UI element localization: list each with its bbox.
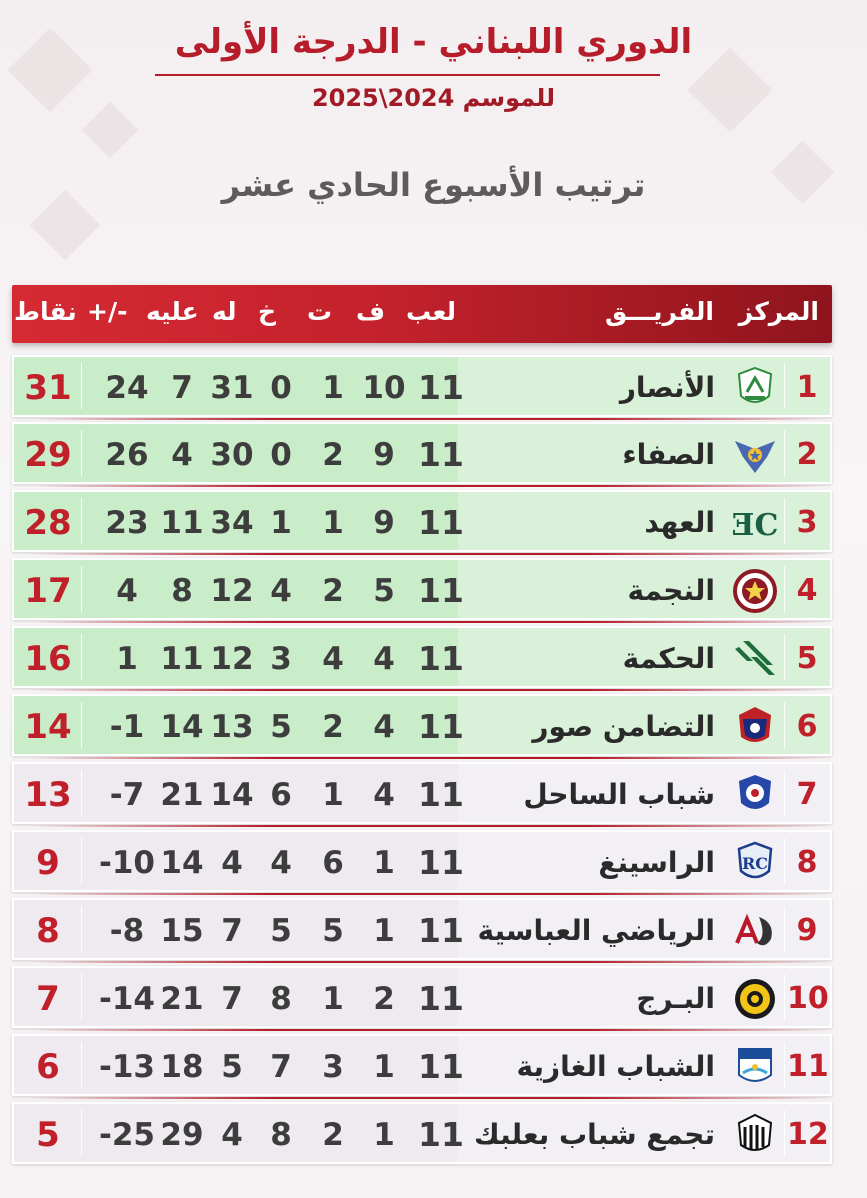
column-divider <box>784 1110 785 1156</box>
lost-value: 5 <box>270 913 292 949</box>
goals-for-value: 7 <box>221 913 243 949</box>
header-goals-for: له <box>212 297 237 326</box>
nejmeh-logo <box>732 568 778 614</box>
played-value: 11 <box>418 1115 464 1154</box>
drawn-value: 1 <box>322 777 344 813</box>
week-title: ترتيب الأسبوع الحادي عشر <box>221 166 646 204</box>
rank-number: 1 <box>796 370 818 405</box>
won-value: 1 <box>373 1117 395 1153</box>
tadamon-baalbek-logo <box>732 1112 778 1158</box>
column-divider <box>81 906 82 952</box>
played-value: 11 <box>418 639 464 678</box>
column-divider <box>81 430 82 476</box>
points-value: 13 <box>24 775 72 815</box>
won-value: 1 <box>373 913 395 949</box>
season-label: للموسم 2024\2025 <box>311 84 556 112</box>
drawn-value: 1 <box>322 981 344 1017</box>
goals-for-value: 12 <box>210 641 254 677</box>
rank-number: 4 <box>796 573 818 608</box>
drawn-value: 5 <box>322 913 344 949</box>
burj-logo <box>732 976 778 1022</box>
goals-against-value: 15 <box>160 913 204 949</box>
rank-number: 3 <box>796 505 818 540</box>
played-value: 11 <box>418 571 464 610</box>
rank-number: 5 <box>796 641 818 676</box>
team-name: الحكمة <box>622 642 715 675</box>
points-value: 8 <box>36 911 60 951</box>
rank-number: 12 <box>787 1117 829 1152</box>
goals-for-value: 7 <box>221 981 243 1017</box>
row-divider-line <box>30 689 830 691</box>
goal-diff-value: -8 <box>109 913 145 949</box>
goals-against-value: 4 <box>171 437 193 473</box>
row-divider-line <box>30 485 830 487</box>
won-value: 4 <box>373 777 395 813</box>
goal-diff-value: -25 <box>98 1117 155 1153</box>
title-underline <box>155 74 660 76</box>
won-value: 2 <box>373 981 395 1017</box>
header-drawn: ت <box>307 297 333 326</box>
hekmeh-logo <box>732 636 778 682</box>
table-row <box>12 1034 832 1096</box>
al-safa-logo <box>732 432 778 478</box>
goals-for-value: 13 <box>210 709 254 745</box>
won-value: 1 <box>373 1049 395 1085</box>
table-row <box>12 830 832 892</box>
points-value: 31 <box>24 368 72 408</box>
drawn-value: 1 <box>322 505 344 541</box>
points-value: 9 <box>36 843 60 883</box>
column-divider <box>784 566 785 612</box>
drawn-value: 2 <box>322 1117 344 1153</box>
riyadi-abbasiyeh-logo <box>732 908 778 954</box>
played-value: 11 <box>418 775 464 814</box>
header-points: نقاط <box>14 297 77 326</box>
racing-logo <box>732 840 778 886</box>
team-name: البـرج <box>636 982 715 1015</box>
team-name: شباب الساحل <box>523 778 715 811</box>
header-goal-diff: +/- <box>87 297 128 326</box>
header-goals-against: عليه <box>146 297 199 326</box>
column-divider <box>784 498 785 544</box>
lost-value: 8 <box>270 981 292 1017</box>
lost-value: 6 <box>270 777 292 813</box>
goals-against-value: 29 <box>160 1117 204 1153</box>
goals-for-value: 5 <box>221 1049 243 1085</box>
team-name: الراسينغ <box>598 846 715 879</box>
header-played: لعب <box>406 297 456 326</box>
points-value: 14 <box>24 707 72 747</box>
lost-value: 1 <box>270 505 292 541</box>
points-value: 28 <box>24 503 72 543</box>
column-divider <box>784 702 785 748</box>
column-divider <box>784 1042 785 1088</box>
svg-text:ƎC: ƎC <box>731 508 779 543</box>
won-value: 4 <box>373 709 395 745</box>
goals-against-value: 11 <box>160 505 204 541</box>
drawn-value: 3 <box>322 1049 344 1085</box>
column-divider <box>784 770 785 816</box>
goal-diff-value: -7 <box>109 777 145 813</box>
column-divider <box>81 702 82 748</box>
team-name: النجمة <box>627 574 715 607</box>
points-value: 29 <box>24 435 72 475</box>
drawn-value: 1 <box>322 370 344 406</box>
drawn-value: 2 <box>322 437 344 473</box>
team-name: الشباب الغازية <box>516 1050 715 1083</box>
goal-diff-value: 24 <box>105 370 149 406</box>
column-divider <box>81 498 82 544</box>
played-value: 11 <box>418 843 464 882</box>
row-divider-line <box>30 961 830 963</box>
played-value: 11 <box>418 979 464 1018</box>
lost-value: 7 <box>270 1049 292 1085</box>
points-value: 16 <box>24 639 72 679</box>
row-divider-line <box>30 621 830 623</box>
drawn-value: 6 <box>322 845 344 881</box>
goals-against-value: 14 <box>160 845 204 881</box>
column-divider <box>784 363 785 409</box>
goal-diff-value: -1 <box>109 709 145 745</box>
lost-value: 4 <box>270 573 292 609</box>
rank-number: 10 <box>787 981 829 1016</box>
played-value: 11 <box>418 368 464 407</box>
tadamon-sour-logo <box>732 704 778 750</box>
goals-against-value: 14 <box>160 709 204 745</box>
table-row <box>12 355 832 417</box>
team-name: الرياضي العباسية <box>477 914 715 947</box>
column-divider <box>784 906 785 952</box>
header-won: ف <box>356 297 386 326</box>
team-name: تجمع شباب بعلبك <box>474 1118 715 1151</box>
league-title: الدوري اللبناني - الدرجة الأولى <box>174 22 693 62</box>
rank-number: 7 <box>796 777 818 812</box>
column-divider <box>81 838 82 884</box>
table-row <box>12 966 832 1028</box>
table-row <box>12 558 832 620</box>
won-value: 9 <box>373 505 395 541</box>
rank-number: 11 <box>787 1049 829 1084</box>
table-row <box>12 422 832 484</box>
goal-diff-value: -10 <box>98 845 155 881</box>
row-divider-line <box>30 825 830 827</box>
goals-for-value: 12 <box>210 573 254 609</box>
al-ahed-logo <box>732 500 778 546</box>
points-value: 6 <box>36 1047 60 1087</box>
lost-value: 0 <box>270 437 292 473</box>
team-name: التضامن صور <box>532 710 715 743</box>
shabab-sahel-logo <box>732 772 778 818</box>
table-row <box>12 898 832 960</box>
column-divider <box>81 634 82 680</box>
team-name: العهد <box>644 506 715 539</box>
goal-diff-value: -14 <box>98 981 155 1017</box>
lost-value: 8 <box>270 1117 292 1153</box>
column-divider <box>81 363 82 409</box>
row-divider-line <box>30 418 830 420</box>
row-divider-line <box>30 893 830 895</box>
row-divider-line <box>30 553 830 555</box>
row-divider-line <box>30 757 830 759</box>
row-divider-line <box>30 1097 830 1099</box>
won-value: 10 <box>362 370 406 406</box>
al-ansar-logo <box>732 365 778 411</box>
lost-value: 0 <box>270 370 292 406</box>
rank-number: 6 <box>796 709 818 744</box>
table-row <box>12 490 832 552</box>
goals-for-value: 4 <box>221 845 243 881</box>
lost-value: 3 <box>270 641 292 677</box>
column-divider <box>81 770 82 816</box>
svg-text:RC: RC <box>741 854 769 873</box>
column-divider <box>81 566 82 612</box>
goal-diff-value: 26 <box>105 437 149 473</box>
won-value: 9 <box>373 437 395 473</box>
rank-number: 9 <box>796 913 818 948</box>
won-value: 1 <box>373 845 395 881</box>
played-value: 11 <box>418 707 464 746</box>
goals-against-value: 11 <box>160 641 204 677</box>
goal-diff-value: -13 <box>98 1049 155 1085</box>
goals-against-value: 7 <box>171 370 193 406</box>
header-rank: المركز <box>738 297 819 326</box>
goals-for-value: 30 <box>210 437 254 473</box>
column-divider <box>784 634 785 680</box>
lost-value: 4 <box>270 845 292 881</box>
drawn-value: 2 <box>322 709 344 745</box>
rank-number: 2 <box>796 437 818 472</box>
column-divider <box>81 1042 82 1088</box>
goals-against-value: 18 <box>160 1049 204 1085</box>
goal-diff-value: 4 <box>116 573 138 609</box>
header-lost: خ <box>258 297 277 326</box>
drawn-value: 2 <box>322 573 344 609</box>
column-divider <box>81 1110 82 1156</box>
won-value: 5 <box>373 573 395 609</box>
column-divider <box>784 838 785 884</box>
goals-against-value: 21 <box>160 777 204 813</box>
won-value: 4 <box>373 641 395 677</box>
goals-for-value: 4 <box>221 1117 243 1153</box>
goals-against-value: 8 <box>171 573 193 609</box>
played-value: 11 <box>418 503 464 542</box>
table-row <box>12 762 832 824</box>
team-name: الصفاء <box>622 438 715 471</box>
drawn-value: 4 <box>322 641 344 677</box>
played-value: 11 <box>418 1047 464 1086</box>
row-divider-line <box>30 1029 830 1031</box>
table-row <box>12 626 832 688</box>
team-name: الأنصار <box>619 371 715 404</box>
rank-number: 8 <box>796 845 818 880</box>
goals-for-value: 31 <box>210 370 254 406</box>
goals-against-value: 21 <box>160 981 204 1017</box>
points-value: 17 <box>24 571 72 611</box>
shabab-ghazieh-logo <box>732 1044 778 1090</box>
goals-for-value: 14 <box>210 777 254 813</box>
column-divider <box>784 430 785 476</box>
header-team: الفريـــق <box>604 297 714 326</box>
goal-diff-value: 1 <box>116 641 138 677</box>
table-row <box>12 694 832 756</box>
column-divider <box>81 974 82 1020</box>
goals-for-value: 34 <box>210 505 254 541</box>
points-value: 5 <box>36 1115 60 1155</box>
column-divider <box>784 974 785 1020</box>
played-value: 11 <box>418 435 464 474</box>
points-value: 7 <box>36 979 60 1019</box>
played-value: 11 <box>418 911 464 950</box>
lost-value: 5 <box>270 709 292 745</box>
goal-diff-value: 23 <box>105 505 149 541</box>
table-row <box>12 1102 832 1164</box>
